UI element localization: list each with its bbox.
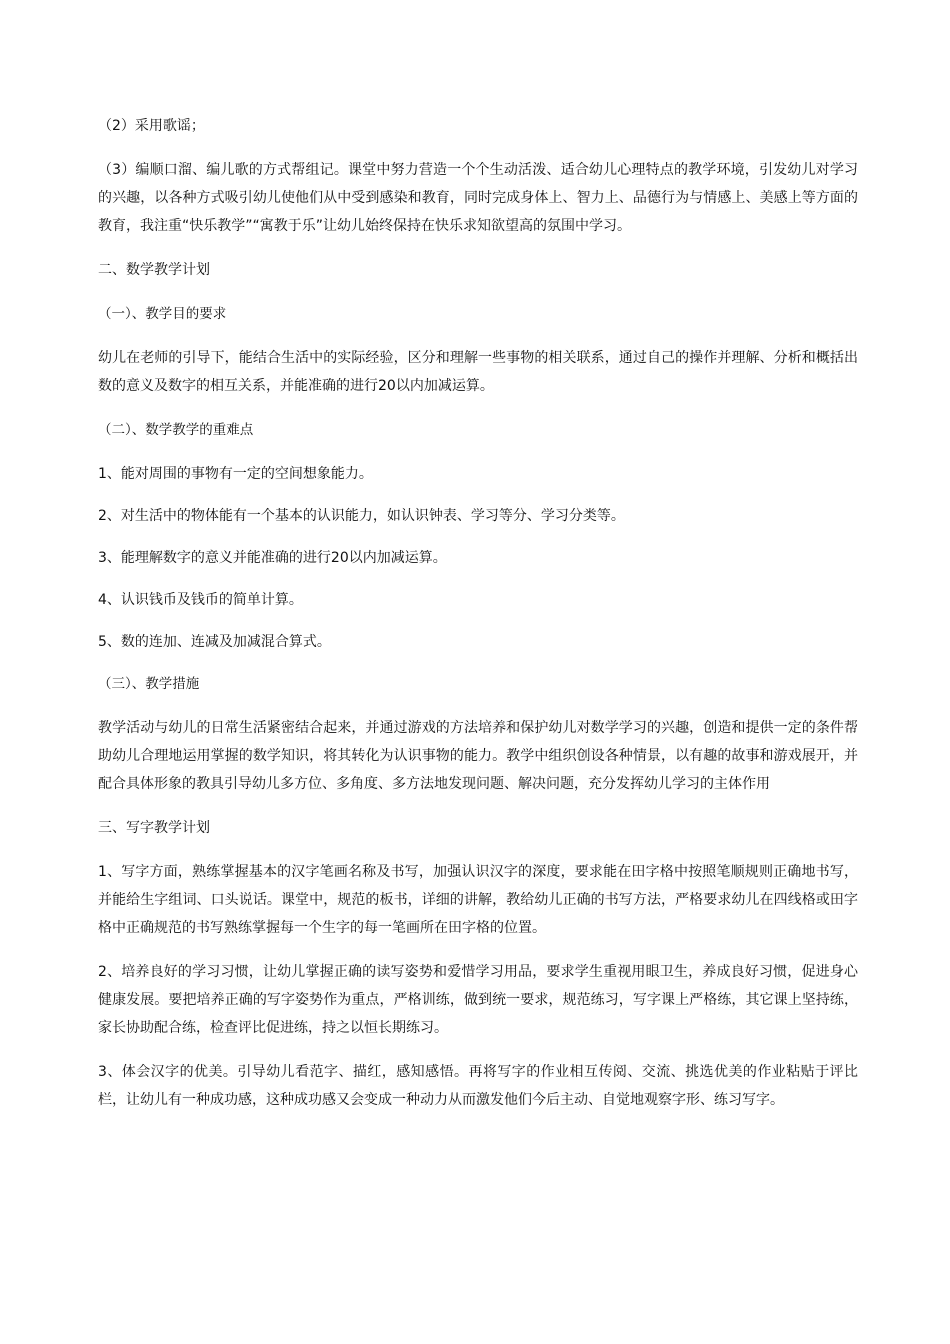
list-item-key-point-2: 2、对生活中的物体能有一个基本的认识能力，如认识钟表、学习等分、学习分类等。 <box>98 508 625 524</box>
subheading-teaching-goals: （一）、教学目的要求 <box>98 306 227 322</box>
section-heading-writing-plan: 三、写字教学计划 <box>98 820 210 836</box>
document-body <box>98 112 858 1130</box>
paragraph-method-3: （3）编顺口溜、编儿歌的方式帮组记。课堂中努力营造一个个生动活泼、适合幼儿心理特点的教学环境，引发幼儿对学习的兴趣，以各种方式吸引幼儿使他们从中受到感染和教育，同时完成身体上、智力上、品德行为与情感上、美感上等方面的教育，我注重“快乐教学”“寓教于乐”让幼儿始终保持在快乐求知欲望高的氛围中学习。 <box>98 162 858 234</box>
list-item-key-point-3: 3、能理解数字的意义并能准确的进行20以内加减运算。 <box>98 550 447 566</box>
paragraph-method-2: （2）采用歌谣； <box>98 118 205 134</box>
paragraph-teaching-measures: 教学活动与幼儿的日常生活紧密结合起来，并通过游戏的方法培养和保护幼儿对数学学习的兴趣，创造和提供一定的条件帮助幼儿合理地运用掌握的数学知识，将其转化为认识事物的能力。教学中组织创设各种情景，以有趣的故事和游戏展开，并配合具体形象的教具引导幼儿多方位、多角度、多方法地发现问题、解决问题，充分发挥幼儿学习的主体作用 <box>98 720 858 792</box>
list-item-key-point-4: 4、认识钱币及钱币的简单计算。 <box>98 592 303 608</box>
list-item-writing-1: 1、写字方面，熟练掌握基本的汉字笔画名称及书写，加强认识汉字的深度，要求能在田字格中按照笔顺规则正确地书写，并能给生字组词、口头说话。课堂中，规范的板书，详细的讲解，教给幼儿正确的书写方法，严格要求幼儿在四线格或田字格中正确规范的书写熟练掌握每一个生字的每一笔画所在田字格的位置。 <box>98 864 858 936</box>
list-item-writing-3: 3、体会汉字的优美。引导幼儿看范字、描红，感知感悟。再将写字的作业相互传阅、交流、挑选优美的作业粘贴于评比栏，让幼儿有一种成功感，这种成功感又会变成一种动力从而激发他们今后主动、自觉地观察字形、练习写字。 <box>98 1064 858 1108</box>
list-item-key-point-5: 5、数的连加、连减及加减混合算式。 <box>98 634 331 650</box>
list-item-writing-2: 2、培养良好的学习习惯，让幼儿掌握正确的读写姿势和爱惜学习用品，要求学生重视用眼卫生，养成良好习惯，促进身心健康发展。要把培养正确的写字姿势作为重点，严格训练，做到统一要求，规范练习，写字课上严格练，其它课上坚持练，家长协助配合练，检查评比促进练，持之以恒长期练习。 <box>98 964 858 1036</box>
subheading-teaching-measures: （三）、教学措施 <box>98 676 200 692</box>
section-heading-math-plan: 二、数学教学计划 <box>98 262 210 278</box>
subheading-key-points: （二）、数学教学的重难点 <box>98 422 254 438</box>
list-item-key-point-1: 1、能对周围的事物有一定的空间想象能力。 <box>98 466 373 482</box>
paragraph-teaching-goals: 幼儿在老师的引导下，能结合生活中的实际经验，区分和理解一些事物的相关联系，通过自己的操作并理解、分析和概括出数的意义及数字的相互关系，并能准确的进行20以内加减运算。 <box>98 350 858 394</box>
